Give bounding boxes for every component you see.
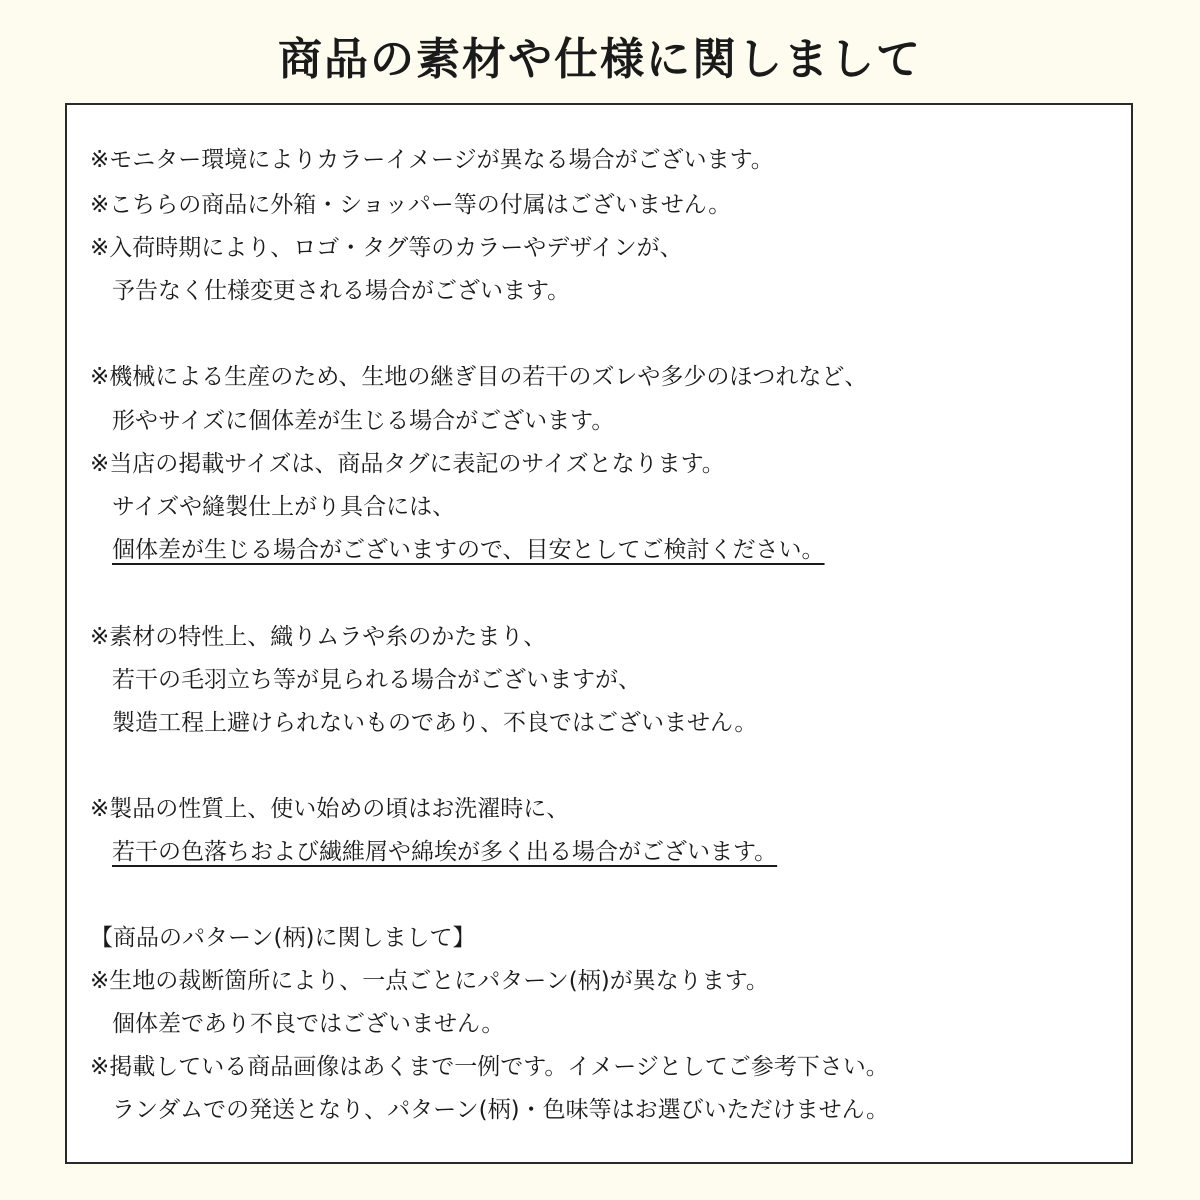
notice-line: ランダムでの発送となり、パターン(柄)・色味等はお選びいただけません。 (112, 1097, 889, 1123)
notice-line: ※素材の特性上、織りムラや糸のかたまり、 (90, 624, 547, 650)
notice-line: 若干の毛羽立ち等が見られる場合がございますが、 (112, 667, 641, 693)
section-heading: 【商品のパターン(柄)に関しまして】 (90, 925, 476, 951)
notice-line: 予告なく仕様変更される場合がございます。 (112, 278, 571, 304)
notice-line: ※機械による生産のため、生地の継ぎ目の若干のズレや多少のほつれなど、 (90, 364, 868, 390)
notice-line: ※生地の裁断箇所により、一点ごとにパターン(柄)が異なります。 (90, 968, 769, 994)
notice-line: ※当店の掲載サイズは、商品タグに表記のサイズとなります。 (90, 451, 725, 477)
notice-line-underlined: 個体差が生じる場合がございますので、目安としてご検討ください。 (112, 537, 825, 563)
notice-line: 形やサイズに個体差が生じる場合がございます。 (112, 408, 615, 434)
notice-line-underlined: 若干の色落ちおよび繊維屑や綿埃が多く出る場合がございます。 (112, 839, 778, 865)
notice-line: ※製品の性質上、使い始めの頃はお洗濯時に、 (90, 796, 570, 822)
notice-line: 製造工程上避けられないものであり、不良ではございません。 (112, 710, 758, 736)
notice-line: サイズや縫製仕上がり具合には、 (112, 494, 456, 520)
notice-line: 個体差であり不良ではございません。 (112, 1011, 505, 1037)
notice-line: ※掲載している商品画像はあくまで一例です。イメージとしてご参考下さい。 (90, 1054, 889, 1080)
notice-line: ※こちらの商品に外箱・ショッパー等の付属はございません。 (90, 192, 732, 218)
notice-line: ※モニター環境によりカラーイメージが異なる場合がございます。 (90, 147, 774, 173)
notice-line: ※入荷時期により、ロゴ・タグ等のカラーやデザインが、 (90, 235, 683, 261)
page-title: 商品の素材や仕様に関しまして (278, 34, 922, 85)
